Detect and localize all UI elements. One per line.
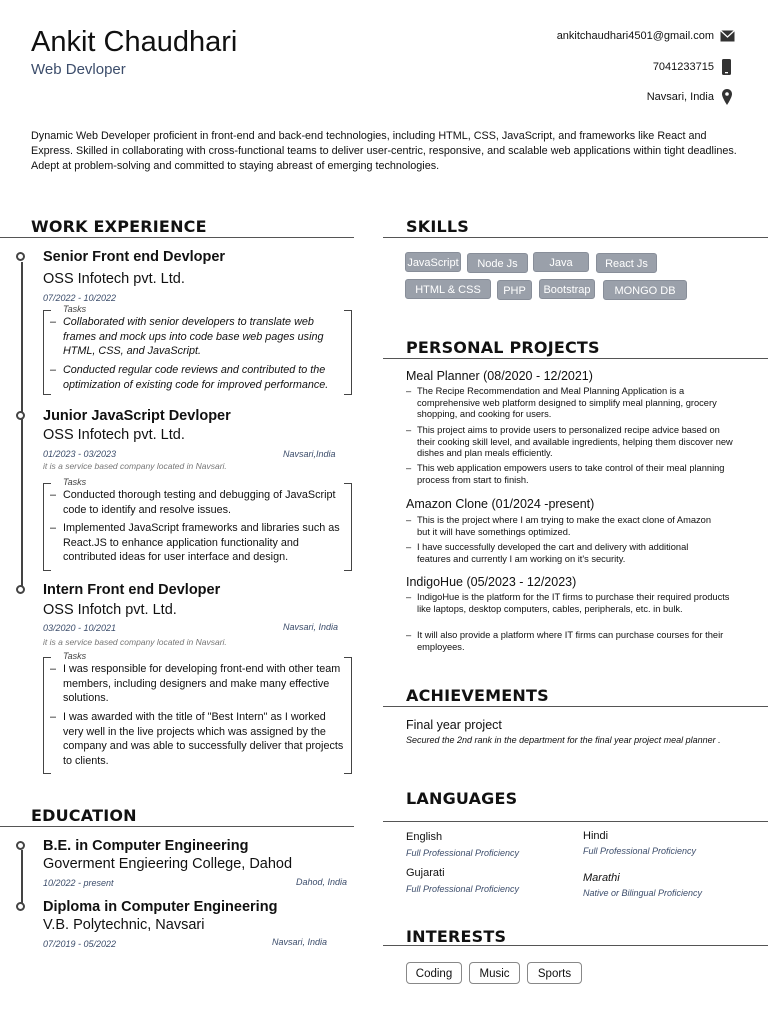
language-level: Full Professional Proficiency (406, 848, 520, 858)
job-title: Senior Front end Devloper (43, 249, 226, 265)
job-company: OSS Infotech pvt. Ltd. (43, 271, 185, 287)
task-item: – Implemented JavaScript frameworks and libraries such as React.JS to enhance application functionality and contributed ideas for user interface and design. (50, 522, 340, 563)
achievements-divider (383, 706, 768, 707)
education-dates: 10/2022 - present (43, 878, 114, 888)
job-dates: 07/2022 - 10/2022 (43, 293, 117, 303)
education-location: Navsari, India (272, 937, 328, 947)
project-point: – I have successfully developed the cart and delivery with additional features and currently I am working on it's security. (406, 542, 689, 564)
job-dates: 03/2020 - 10/2021 (43, 623, 117, 633)
education-divider (0, 826, 354, 827)
job-location: Navsari,India (283, 449, 336, 459)
achievement-title: Final year project (406, 718, 502, 732)
work-divider (0, 237, 354, 238)
task-item: – Collaborated with senior developers to translate web frames and mock ups into code base web pages using HTML, CSS, and JavaScript. (50, 316, 324, 357)
skill-tag: Node Js (467, 253, 528, 273)
project-point: – IndigoHue is the platform for the IT firms to purchase their required products like laptops, desktop computers, cables, peripherals, etc. in bulk. (406, 592, 730, 614)
job-location: Navsari, India (283, 622, 339, 632)
task-item: – I was responsible for developing front-end with other team members, including designers and make many effective solutions. (50, 663, 341, 704)
languages-divider (383, 821, 768, 822)
language-name: Marathi (583, 872, 620, 884)
school-name: V.B. Polytechnic, Navsari (43, 917, 205, 933)
degree-title: Diploma in Computer Engineering (43, 899, 278, 915)
tasks-label: Tasks (63, 477, 87, 487)
tasks-bracket-right (344, 310, 352, 395)
language-level: Native or Bilingual Proficiency (583, 888, 703, 898)
location-pin-icon (722, 89, 732, 105)
project-point: – This is the project where I am trying to make the exact clone of Amazon but it will have somethings optimized. (406, 515, 712, 537)
job-company: OSS Infotech pvt. Ltd. (43, 427, 185, 443)
project-point: – It will also provide a platform where IT firms can purchase courses for their employees. (406, 630, 724, 652)
summary-text: Dynamic Web Developer proficient in front-end and back-end technologies, including HTML, CSS, JavaScript, and frameworks like React and Express. Skilled in collaborating with cross-functional teams to deliver user-centric, responsive, and scalable web applications within tight deadlines. Adept at problem-solving and committed to staying abreast of emerging technologies. (31, 130, 737, 172)
job-company: OSS Infotch pvt. Ltd. (43, 602, 177, 618)
tasks-bracket-right (344, 483, 352, 571)
project-point: – The Recipe Recommendation and Meal Planning Application is a comprehensive web platform designed to simplify meal planning, grocery shopping, and cooking for users. (406, 386, 717, 419)
skill-tag: React Js (596, 253, 657, 273)
job-bullet (16, 585, 25, 594)
task-item: – Conducted thorough testing and debugging of JavaScript code to identify and resolve issues. (50, 489, 336, 516)
project-title: IndigoHue (05/2023 - 12/2023) (406, 575, 577, 589)
job-description: it is a service based company located in Navsari. (43, 637, 227, 647)
candidate-name: Ankit Chaudhari (31, 26, 238, 58)
skill-tag: PHP (497, 280, 532, 300)
phone-text: 7041233715 (652, 61, 714, 73)
projects-divider (383, 358, 768, 359)
job-title: Intern Front end Devloper (43, 582, 221, 598)
projects-heading: PERSONAL PROJECTS (406, 338, 600, 357)
achievements-heading: ACHIEVEMENTS (406, 686, 549, 705)
project-title: Amazon Clone (01/2024 -present) (406, 497, 595, 511)
email-text: ankitchaudhari4501@gmail.com (556, 30, 714, 42)
job-title: Junior JavaScript Devloper (43, 408, 231, 424)
language-name: Gujarati (406, 867, 445, 879)
work-experience-heading: WORK EXPERIENCE (31, 217, 207, 236)
education-timeline (21, 850, 23, 906)
envelope-icon (720, 30, 735, 42)
skill-tag: JavaScript (405, 252, 461, 272)
project-point: – This project aims to provide users to personalized recipe advice based on their cooking skill level, and available ingredients, helping them discover new dishes and plan meals efficiently. (406, 425, 733, 458)
phone-icon (722, 59, 731, 75)
interests-heading: INTERESTS (406, 927, 507, 946)
job-bullet (16, 252, 25, 261)
tasks-label: Tasks (63, 304, 87, 314)
education-bullet (16, 841, 25, 850)
interest-tag: Sports (527, 962, 582, 984)
candidate-title: Web Devloper (31, 61, 126, 78)
project-title: Meal Planner (08/2020 - 12/2021) (406, 369, 593, 383)
achievement-description: Secured the 2nd rank in the department for the final year project meal planner . (406, 735, 721, 745)
education-bullet (16, 902, 25, 911)
language-level: Full Professional Proficiency (583, 846, 697, 856)
skills-divider (383, 237, 768, 238)
task-item: – Conducted regular code reviews and contributed to the optimization of existing code for improved performance. (50, 364, 329, 391)
tasks-label: Tasks (63, 651, 87, 661)
skill-tag: Bootstrap (539, 279, 595, 299)
language-name: English (406, 831, 443, 843)
language-name: Hindi (583, 830, 609, 842)
degree-title: B.E. in Computer Engineering (43, 838, 249, 854)
location-text: Navsari, India (646, 91, 714, 103)
language-level: Full Professional Proficiency (406, 884, 520, 894)
task-item: – I was awarded with the title of "Best Intern" as I worked very well in the live projects which was assigned by the company and was able to successfully deliver that projects to clients. (50, 711, 344, 767)
skill-tag: MONGO DB (603, 280, 687, 300)
education-heading: EDUCATION (31, 806, 137, 825)
work-timeline (21, 262, 23, 590)
languages-heading: LANGUAGES (406, 789, 518, 808)
skill-tag: HTML & CSS (405, 279, 491, 299)
interest-tag: Coding (406, 962, 462, 984)
job-dates: 01/2023 - 03/2023 (43, 449, 117, 459)
project-point: – This web application empowers users to take control of their meal planning process from start to finish. (406, 463, 725, 485)
interest-tag: Music (469, 962, 520, 984)
education-location: Dahod, India (296, 877, 348, 887)
job-bullet (16, 411, 25, 420)
school-name: Goverment Engieering College, Dahod (43, 856, 293, 872)
education-dates: 07/2019 - 05/2022 (43, 939, 117, 949)
tasks-bracket-right (344, 657, 352, 774)
job-description: it is a service based company located in Navsari. (43, 461, 227, 471)
skill-tag: Java (533, 252, 589, 272)
skills-heading: SKILLS (406, 217, 469, 236)
